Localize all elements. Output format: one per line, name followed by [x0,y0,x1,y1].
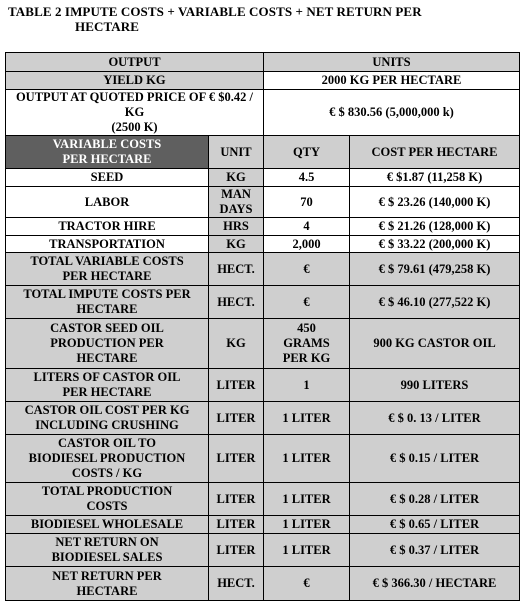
table-row [6,286,520,319]
cell-unit-line: HECT. [217,261,255,276]
cell-qty-line: PER KG [282,351,331,365]
cell-cost: € $ 46.10 (277,522 K) [350,286,520,319]
cell-item-line: PRODUCTION PER [50,336,164,350]
cell-unit [209,253,264,286]
cell-item [6,286,209,319]
table-row [6,236,520,253]
cell-qty [264,369,350,402]
cell-unit-line: HECT. [217,294,255,309]
cell-item-line: BIODIESEL PRODUCTION [28,451,186,465]
cell-cost: € $ 79.61 (479,258 K) [350,253,520,286]
table-row [6,369,520,402]
cell-cost: € $ 366.30 / HECTARE [350,567,520,601]
cell-qty-line: 450 [297,321,316,335]
cell-qty [264,236,350,253]
cell-item-line: TOTAL PRODUCTION [41,484,173,498]
cell-item-line: COSTS / KG [71,466,143,480]
cost-table [5,52,520,601]
cell-item-line: CASTOR SEED OIL [50,321,164,335]
cell-qty-line: 4 [303,219,310,233]
cell-item-line: CASTOR OIL COST PER KG [24,403,190,417]
cell-item [6,319,209,369]
cell-qty-line: 1 LITER [282,451,331,465]
cell-qty [264,516,350,534]
cell-unit [209,516,264,534]
cell-unit [209,534,264,567]
cell-item [6,218,209,236]
col-header-cost: COST PER HECTARE [350,136,520,169]
cell-cost: € $ 23.26 (140,000 K) [350,187,520,218]
cell-unit-line: LITER [216,517,256,531]
cell-item [6,236,209,253]
cell-qty [264,218,350,236]
col-header-unit: UNIT [209,136,264,169]
cell-item [6,369,209,402]
cell-unit [209,169,264,187]
cell-unit-line: KG [226,336,246,350]
cell-item-line: TRACTOR HIRE [58,219,156,233]
cell-unit-line: HECT. [217,576,255,590]
cell-qty [264,169,350,187]
table-row [6,567,520,601]
cell-qty-line: € [303,294,310,309]
cell-qty [264,187,350,218]
cell-qty [264,319,350,369]
cell-qty-line: 1 [303,377,310,392]
cell-unit [209,236,264,253]
cell-qty [264,402,350,435]
cell-qty-line: 70 [300,194,313,209]
cell-qty-line: € [303,576,310,590]
table-row [6,483,520,516]
cell-cost: € $1.87 (11,258 K) [350,169,520,187]
cell-item-line: LITERS OF CASTOR OIL [33,370,181,384]
col-header-item [6,136,209,169]
cell-qty [264,534,350,567]
cell-cost: € $ 0.15 / LITER [350,435,520,483]
table-row [6,187,520,218]
cell-item-line: BIODIESEL SALES [51,550,163,564]
cell-unit [209,483,264,516]
cell-cost: € $ 21.26 (128,000 K) [350,218,520,236]
output-label-line1: OUTPUT AT QUOTED PRICE OF € $0.42 / KG [15,90,254,119]
cell-unit-line: KG [226,236,246,251]
table-title-line1: TABLE 2 IMPUTE COSTS + VARIABLE COSTS + NET RETURN PER [8,4,422,19]
yield-label: YIELD KG [6,72,264,90]
cell-item-line: INCLUDING CRUSHING [35,418,179,432]
column-header-row [6,136,520,169]
cell-unit [209,286,264,319]
cell-unit [209,435,264,483]
cell-qty-line: € [303,261,310,276]
cell-item-line: TRANSPORTATION [49,236,165,251]
output-row [6,90,520,136]
table-title-line2: HECTARE [75,19,140,34]
col-header-item-line1: VARIABLE COSTS [52,137,162,151]
cell-cost: € $ 0. 13 / LITER [350,402,520,435]
cell-unit-line: HRS [223,219,249,233]
col-header-qty: QTY [264,136,350,169]
table-row [6,218,520,236]
table-row [6,169,520,187]
cell-unit [209,187,264,218]
cell-item [6,483,209,516]
table-row [6,402,520,435]
cell-unit-line: MAN [221,187,251,201]
cell-qty-line: GRAMS [283,336,330,350]
cell-qty-line: 2,000 [292,236,321,251]
cell-qty-line: 1 LITER [282,491,331,506]
cell-item-line: SEED [90,170,124,184]
yield-value: 2000 KG PER HECTARE [264,72,520,90]
cell-qty-line: 1 LITER [282,517,331,531]
table-row [6,534,520,567]
cell-item-line: HECTARE [76,302,138,316]
cell-item-line: NET RETURN PER [52,568,162,583]
yield-row [6,72,520,90]
cell-unit-line: LITER [216,491,256,506]
cell-unit [209,567,264,601]
cell-item-line: HECTARE [76,583,138,598]
cell-unit [209,319,264,369]
cell-item-line: PER HECTARE [62,385,152,399]
cell-qty [264,567,350,601]
cell-item [6,516,209,534]
col-header-item-line2: PER HECTARE [62,152,152,166]
table-row [6,435,520,483]
cell-item-line: LABOR [84,194,130,209]
cell-item [6,253,209,286]
cell-item [6,567,209,601]
cell-item [6,402,209,435]
cell-cost: € $ 0.28 / LITER [350,483,520,516]
table-title [8,4,508,34]
cell-unit-line: LITER [216,542,256,557]
cell-unit-line: LITER [216,410,256,425]
cell-item-line: PER HECTARE [62,269,152,283]
table-row [6,516,520,534]
cell-unit-line: LITER [216,377,256,392]
cell-qty [264,253,350,286]
cell-qty-line: 4.5 [298,170,315,184]
cell-qty [264,483,350,516]
cell-item-line: TOTAL IMPUTE COSTS PER [23,287,191,301]
cell-item-line: COSTS [86,499,128,513]
units-header: UNITS [264,53,520,72]
output-label-line2: (2500 K) [111,120,158,134]
cell-unit-line: DAYS [219,202,253,216]
cell-unit-line: LITER [216,451,256,465]
cell-cost: 900 KG CASTOR OIL [350,319,520,369]
output-label [6,90,264,136]
cell-cost: € $ 33.22 (200,000 K) [350,236,520,253]
output-value: € $ 830.56 (5,000,000 k) [264,90,520,136]
cell-item [6,435,209,483]
cell-unit [209,402,264,435]
cell-item-line: BIODIESEL WHOLESALE [30,517,184,531]
cell-unit [209,218,264,236]
cell-item [6,534,209,567]
cell-cost: € $ 0.65 / LITER [350,516,520,534]
cell-qty-line: 1 LITER [282,410,331,425]
cell-cost: 990 LITERS [350,369,520,402]
summary-header-row [6,53,520,72]
cell-qty [264,286,350,319]
cell-item [6,169,209,187]
cell-qty-line: 1 LITER [282,542,331,557]
table-row [6,253,520,286]
cell-item-line: NET RETURN ON [55,535,159,549]
cell-cost: € $ 0.37 / LITER [350,534,520,567]
cell-item [6,187,209,218]
cell-item-line: CASTOR OIL TO [58,436,156,450]
table-row [6,319,520,369]
cell-item-line: TOTAL VARIABLE COSTS [30,254,184,268]
cell-unit-line: KG [226,170,246,184]
cell-qty [264,435,350,483]
output-header: OUTPUT [6,53,264,72]
cell-unit [209,369,264,402]
cell-item-line: HECTARE [76,351,138,365]
